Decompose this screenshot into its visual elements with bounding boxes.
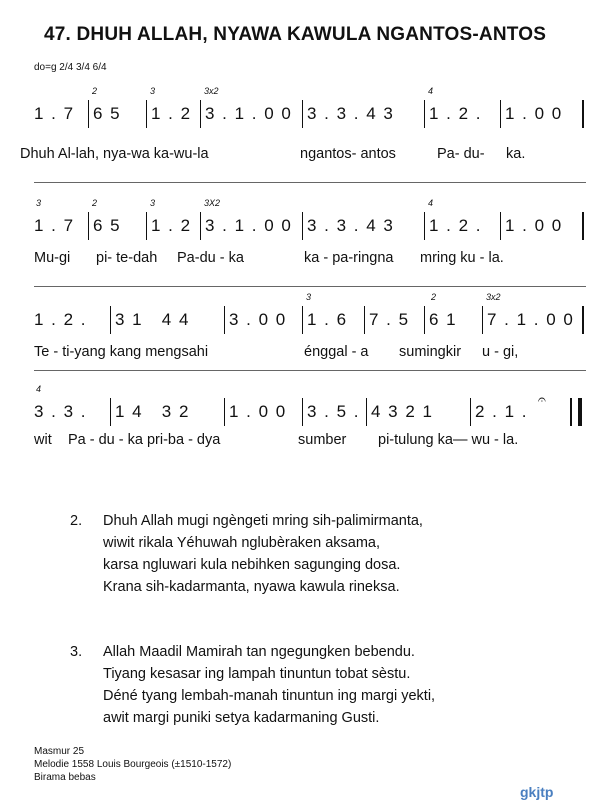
music-system-2 [0, 198, 600, 288]
lyric-fragment: ngantos- antos [300, 146, 396, 162]
meter-mark: 4 [36, 384, 42, 394]
verse-line: wiwit rikala Yéhuwah nglubèraken aksama, [103, 535, 380, 551]
measure: 6 5 [88, 212, 121, 240]
fermata-icon: 𝄐 [538, 391, 546, 407]
lyric-fragment: sumber [298, 432, 347, 448]
lyric-fragment: ka - pa-ringna [304, 250, 394, 266]
lyric-fragment: pi-tulung ka— wu - la. [378, 432, 519, 448]
lyric-fragment: sumingkir [399, 344, 462, 360]
meter-mark: 3 [150, 86, 156, 96]
verse-line: karsa ngluwari kula nebihken sagunging dosa. [103, 557, 401, 573]
key-and-meter: do=g 2/4 3/4 6/4 [34, 62, 107, 73]
verse-line: Allah Maadil Mamirah tan ngegungken bebendu. [103, 644, 415, 660]
barline [582, 306, 584, 334]
measure: 3 . 3 . [34, 402, 88, 421]
measure: 1 . 0 0 [500, 100, 563, 128]
credits [34, 745, 231, 784]
measure: 7 . 5 [364, 306, 410, 334]
measure: 7 . 1 . 0 0 [482, 306, 574, 334]
measure: 1 . 2 . [424, 212, 482, 240]
measure: 1 . 7 [34, 216, 75, 235]
lyric-fragment: u - gi, [482, 344, 519, 360]
measure: 1 . 0 0 [500, 212, 563, 240]
staff-divider [34, 286, 586, 287]
measure: 3 . 1 . 0 0 [200, 100, 292, 128]
meter-mark: 3x2 [204, 86, 219, 96]
barline [582, 100, 584, 128]
lyric-line [0, 250, 600, 272]
lyric-fragment: Pa- du- [437, 146, 485, 162]
verse-line: Tiyang kesasar ing lampah tinuntun tobat sèstu. [103, 666, 411, 682]
notation-line [0, 391, 600, 426]
music-system-1 [0, 86, 600, 176]
meter-mark: 3 [36, 198, 42, 208]
measure: 2 . 1 . [470, 398, 528, 426]
staff-divider [34, 182, 586, 183]
lyric-line [0, 146, 600, 168]
melody-credit: Melodie 1558 Louis Bourgeois (±1510-1572) [34, 759, 232, 770]
staff-divider [34, 370, 586, 371]
notation-line [0, 212, 600, 240]
meter-mark: 2 [431, 292, 437, 302]
measure: 6 5 [88, 100, 121, 128]
meter-mark: 4 [428, 86, 434, 96]
verse-lines [103, 641, 435, 729]
rhythm-note: Birama bebas [34, 772, 96, 783]
verse-line: Krana sih-kadarmanta, nyawa kawula rineksa. [103, 579, 400, 595]
verse-line: Dhuh Allah mugi ngèngeti mring sih-palimirmanta, [103, 513, 423, 529]
meter-mark: 3X2 [204, 198, 221, 208]
verse-number: 3. [70, 644, 83, 660]
barline [570, 398, 572, 426]
lyric-fragment: Mu-gi [34, 250, 71, 266]
final-barline [578, 398, 582, 426]
measure: 3 1 4 4 [110, 306, 190, 334]
watermark: gkjtp [520, 784, 554, 800]
measure: 1 4 3 2 [110, 398, 190, 426]
lyric-fragment: Pa-du - ka [177, 250, 244, 266]
lyric-line [0, 344, 600, 366]
source-reference: Masmur 25 [34, 746, 85, 757]
meter-mark: 3 [306, 292, 312, 302]
meter-mark: 2 [92, 86, 98, 96]
lyric-fragment: énggal - a [304, 344, 369, 360]
meter-mark: 4 [428, 198, 434, 208]
measure: 3 . 5 . [302, 398, 360, 426]
lyric-fragment: Dhuh Al-lah, nya-wa ka-wu-la [20, 146, 209, 162]
notation-line [0, 100, 600, 128]
meter-mark: 2 [92, 198, 98, 208]
measure: 1 . 2 . [34, 310, 88, 329]
lyric-fragment: wit [34, 432, 52, 448]
meter-mark: 3 [150, 198, 156, 208]
measure: 1 . 7 [34, 104, 75, 123]
measure: 1 . 6 [302, 306, 348, 334]
lyric-fragment: mring ku - la. [420, 250, 504, 266]
meter-marks [0, 86, 600, 100]
meter-mark: 3x2 [486, 292, 501, 302]
lyric-fragment: Te - ti-yang kang mengsahi [34, 344, 209, 360]
barline [582, 212, 584, 240]
measure: 3 . 3 . 4 3 [302, 100, 394, 128]
measure: 4 3 2 1 [366, 398, 434, 426]
measure: 6 1 [424, 306, 457, 334]
lyric-fragment: pi- te-dah [96, 250, 158, 266]
measure: 1 . 2 [146, 212, 192, 240]
music-system-3 [0, 292, 600, 382]
meter-marks [0, 384, 600, 398]
music-system-4 [0, 384, 600, 474]
verse-line: Déné tyang lembah-manah tinuntun ing margi yekti, [103, 688, 436, 704]
lyric-fragment: ka. [506, 146, 526, 162]
measure: 1 . 2 [146, 100, 192, 128]
lyric-line [0, 432, 600, 454]
verse-lines [103, 510, 423, 598]
verse-line: awit margi puniki setya kadarmaning Gusti. [103, 710, 380, 726]
verse-number: 2. [70, 513, 83, 529]
meter-marks [0, 198, 600, 212]
measure: 3 . 3 . 4 3 [302, 212, 394, 240]
lyric-fragment: Pa - du - ka pri-ba - dya [68, 432, 221, 448]
measure: 3 . 0 0 [224, 306, 287, 334]
measure: 3 . 1 . 0 0 [200, 212, 292, 240]
measure: 1 . 2 . [424, 100, 482, 128]
hymn-title: 47. DHUH ALLAH, NYAWA KAWULA NGANTOS-ANTOS [44, 24, 547, 45]
measure: 1 . 0 0 [224, 398, 287, 426]
notation-line [0, 306, 600, 334]
meter-marks [0, 292, 600, 306]
